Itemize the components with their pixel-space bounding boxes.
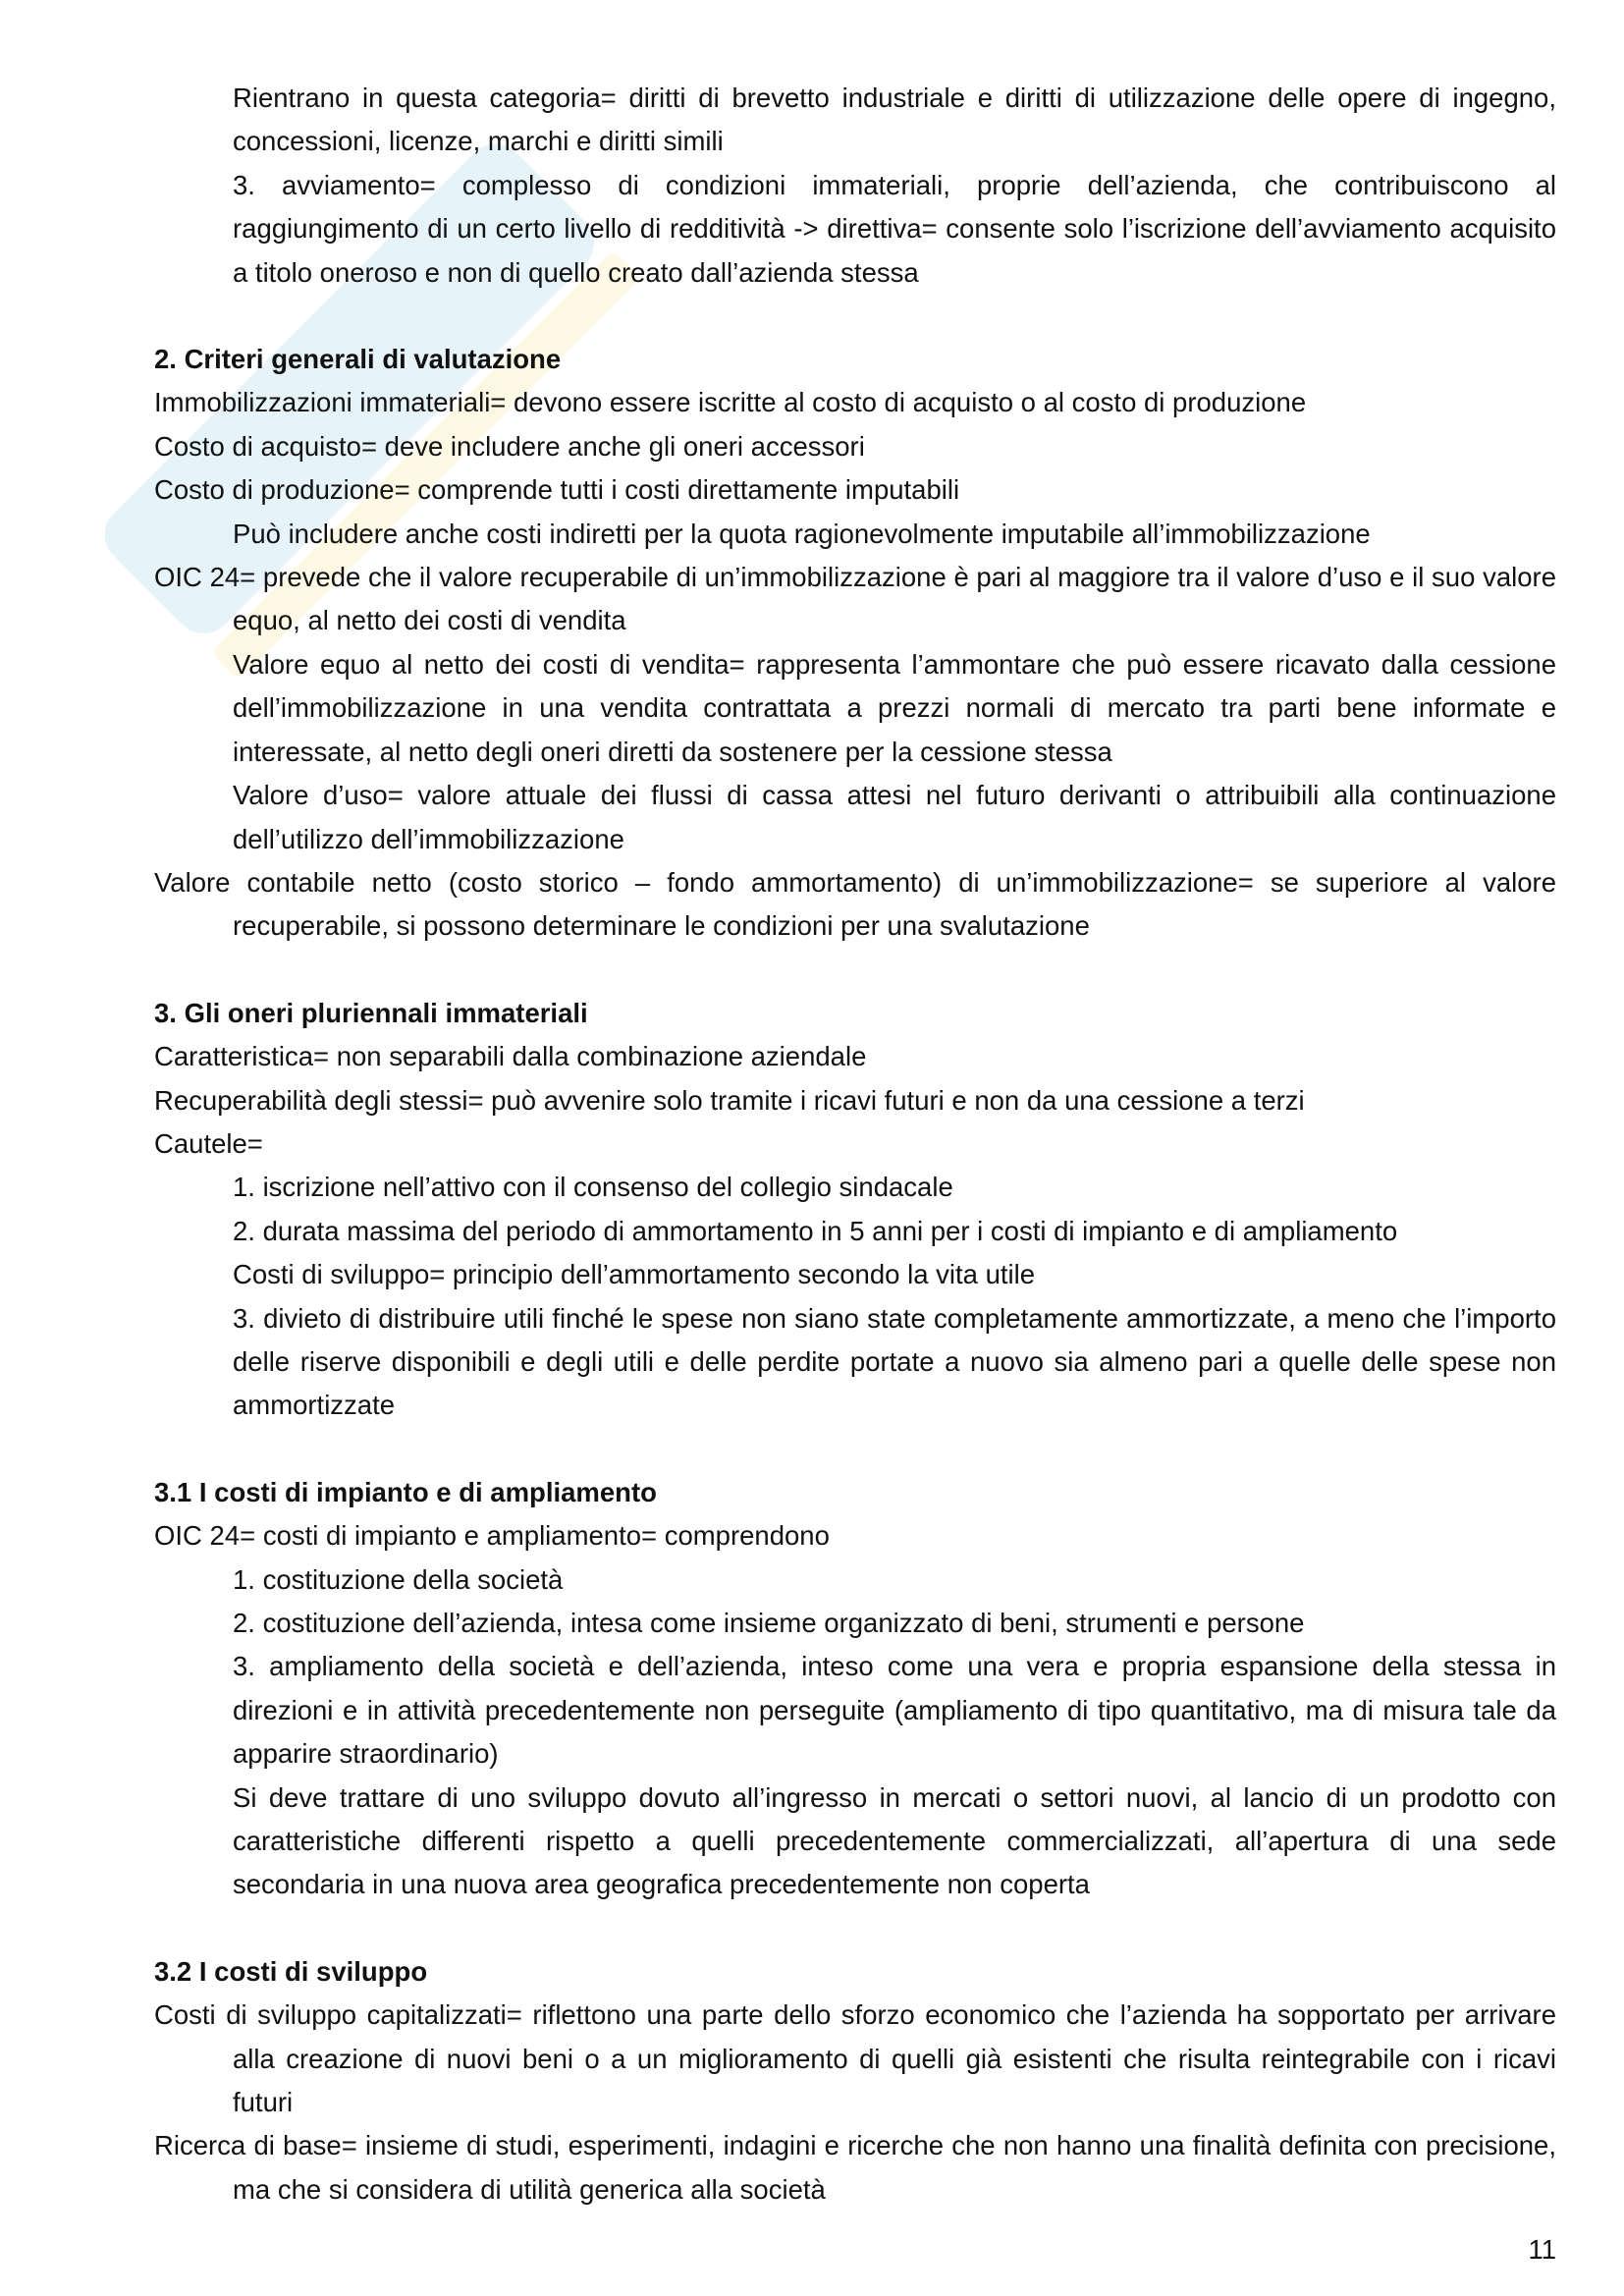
s32-capitalizzati: Costi di sviluppo capitalizzati= riflettono una parte dello sforzo economico che l’azienda ha sopportato per arrivare alla creazione di nuovi beni o a un miglioramento di quelli già esistenti che risulta reintegrabile con i ricavi futuri bbox=[154, 1999, 1556, 2118]
s3-cautele: Cautele= bbox=[154, 1127, 263, 1159]
s2-immobilizzazioni: Immobilizzazioni immateriali= devono essere iscritte al costo di acquisto o al costo di produzione bbox=[154, 387, 1307, 418]
s31-sviluppo: Si deve trattare di uno sviluppo dovuto all’ingresso in mercati o settori nuovi, al lancio di un prodotto con caratteristiche differenti rispetto a quelli precedentemente commercializzati, all’apertura di una sede secondaria in una nuova area geografica precedentemente non coperta bbox=[233, 1781, 1556, 1900]
s2-valore-uso: Valore d’uso= valore attuale dei flussi di cassa attesi nel futuro derivanti o attribuibili alla continuazione dell’utilizzo dell’immobilizzazione bbox=[233, 780, 1556, 854]
s2-costo-produzione: Costo di produzione= comprende tutti i costi direttamente imputabili bbox=[154, 474, 960, 506]
section-3-1-title: 3.1 I costi di impianto e di ampliamento bbox=[154, 1476, 657, 1507]
s2-valore-equo: Valore equo al netto dei costi di vendita= rappresenta l’ammontare che può essere ricavato dalla cessione dell’immobilizzazione in una vendita contrattata a prezzi normali di mercato tra parti bene informate e interessate, al netto degli oneri diretti da sostenere per la cessione stessa bbox=[233, 648, 1556, 767]
section-2-title: 2. Criteri generali di valutazione bbox=[154, 344, 562, 375]
document-page bbox=[154, 77, 1556, 2212]
section-3-2-title: 3.2 I costi di sviluppo bbox=[154, 1955, 428, 1987]
s31-item-1: 1. costituzione della società bbox=[233, 1563, 564, 1595]
s3-caratteristica: Caratteristica= non separabili dalla combinazione aziendale bbox=[154, 1041, 867, 1072]
intro-avviamento: 3. avviamento= complesso di condizioni immateriali, proprie dell’azienda, che contribuiscono al raggiungimento di un certo livello di redditività -> direttiva= consente solo l’iscrizione dell’avviamento acquisito a titolo oneroso e non di quello creato dall’azienda stessa bbox=[233, 169, 1556, 288]
intro-categoria: Rientrano in questa categoria= diritti di brevetto industriale e diritti di utilizzazione delle opere di ingegno, concessioni, licenze, marchi e diritti simili bbox=[233, 82, 1556, 157]
s2-costi-indiretti: Può includere anche costi indiretti per la quota ragionevolmente imputabile all’immobilizzazione bbox=[233, 518, 1371, 549]
s31-oic24: OIC 24= costi di impianto e ampliamento= comprendono bbox=[154, 1520, 830, 1552]
s2-valore-contabile: Valore contabile netto (costo storico – fondo ammortamento) di un’immobilizzazione= se superiore al valore recuperabile, si possono determinare le condizioni per una svalutazione bbox=[154, 866, 1556, 942]
s3-costi-sviluppo: Costi di sviluppo= principio dell’ammortamento secondo la vita utile bbox=[233, 1259, 1036, 1290]
page-number: 11 bbox=[1528, 2234, 1556, 2265]
s32-ricerca-base: Ricerca di base= insieme di studi, esperimenti, indagini e ricerche che non hanno una finalità definita con precisione, ma che si considera di utilità generica alla società bbox=[154, 2130, 1556, 2205]
s2-costo-acquisto: Costo di acquisto= deve includere anche gli oneri accessori bbox=[154, 430, 865, 462]
s2-oic24: OIC 24= prevede che il valore recuperabile di un’immobilizzazione è pari al maggiore tra il valore d’uso e il suo valore equo, al netto dei costi di vendita bbox=[154, 562, 1556, 636]
s3-item-3: 3. divieto di distribuire utili finché le spese non siano state completamente ammortizzate, a meno che l’importo delle riserve disponibili e degli utili e delle perdite portate a nuovo sia almeno pari a quelle delle spese non ammortizzate bbox=[233, 1302, 1556, 1421]
s3-item-1: 1. iscrizione nell’attivo con il consenso del collegio sindacale bbox=[233, 1172, 953, 1203]
s31-item-2: 2. costituzione dell’azienda, intesa come insieme organizzato di beni, strumenti e persone bbox=[233, 1608, 1305, 1638]
s3-recuperabilita: Recuperabilità degli stessi= può avvenire solo tramite i ricavi futuri e non da una cessione a terzi bbox=[154, 1084, 1305, 1116]
s3-item-2: 2. durata massima del periodo di ammortamento in 5 anni per i costi di impianto e di ampliamento bbox=[233, 1215, 1398, 1246]
section-3-title: 3. Gli oneri pluriennali immateriali bbox=[154, 997, 588, 1028]
s31-item-3: 3. ampliamento della società e dell’azienda, inteso come una vera e propria espansione della stessa in direzioni e in attività precedentemente non perseguite (ampliamento di tipo quantitativo, ma di misura tale da apparire straordinario) bbox=[233, 1651, 1556, 1770]
